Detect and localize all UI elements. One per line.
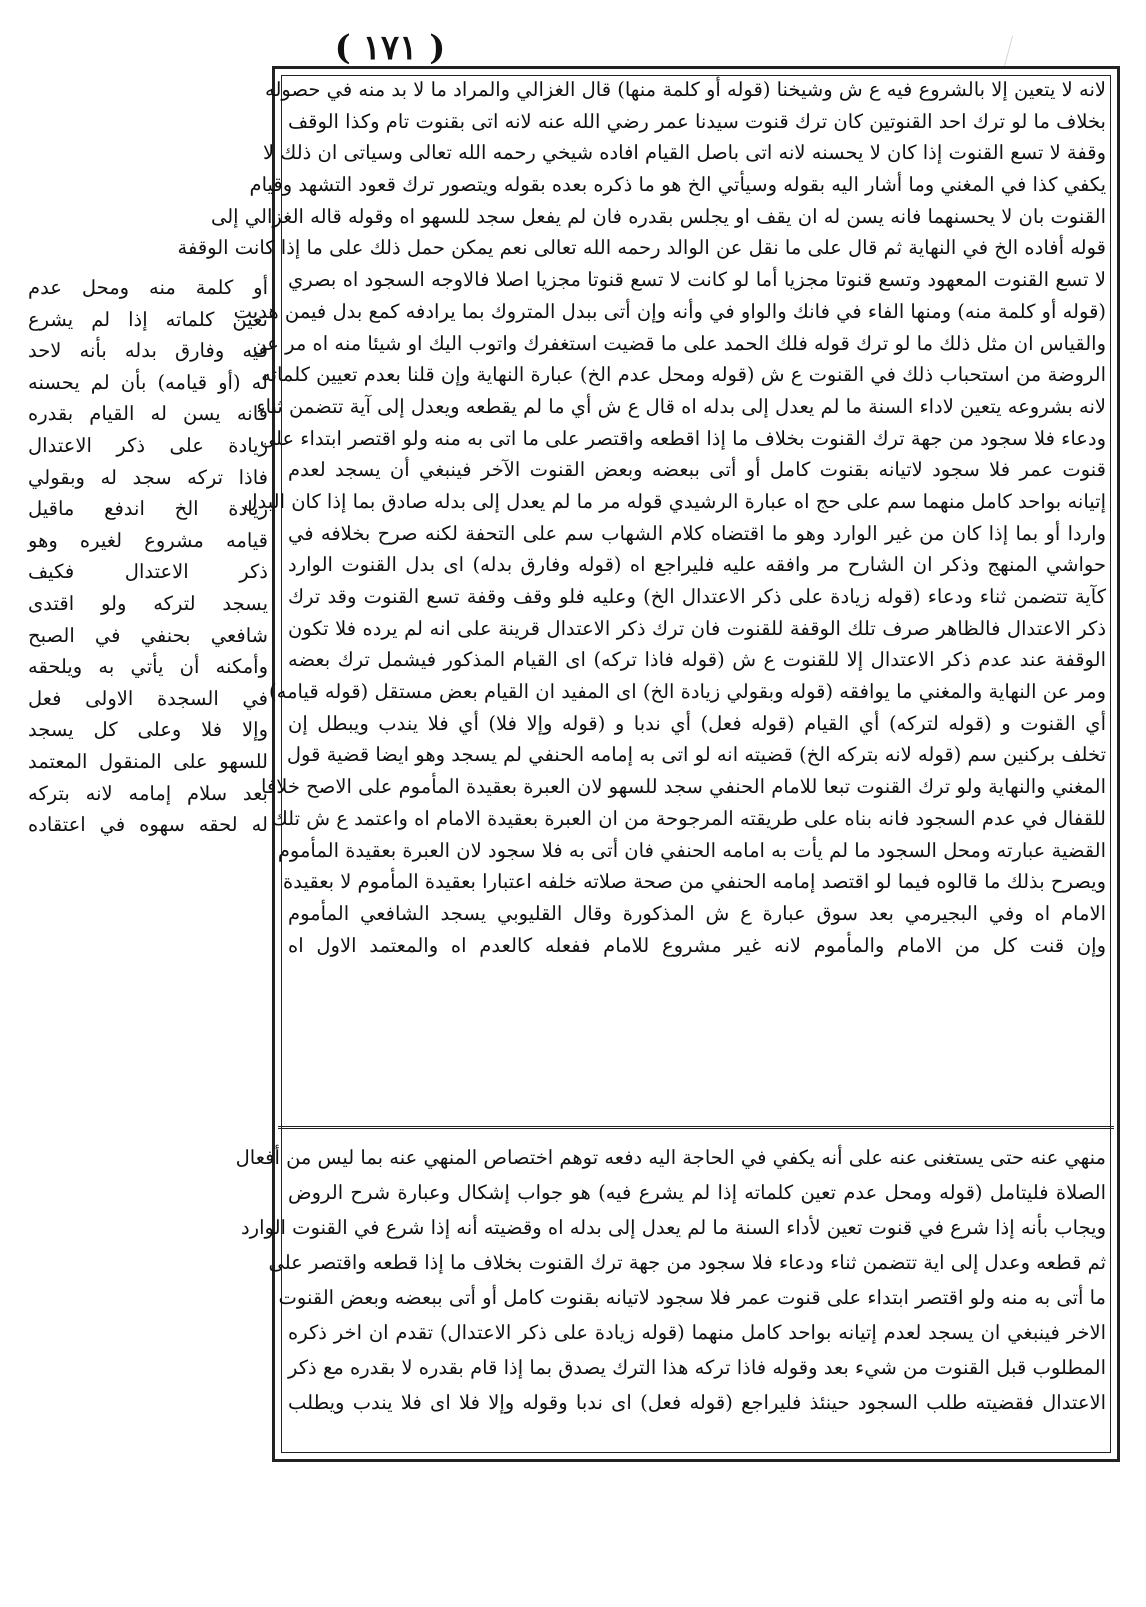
main-text-line: ودعاء فلا سجود من جهة ترك القنوت بخلاف ما إذا اقطعه واقتصر على ما اتى به منه ولو اقتصر ابتداء على bbox=[259, 426, 1106, 450]
footnote-commentary bbox=[235, 1140, 1106, 1458]
corner-mark bbox=[1004, 36, 1033, 66]
footnote-text-line: منهي عنه حتى يستغنى عنه على أنه يكفي في الحاجة اليه دفعه توهم اختصاص المنهي عنه بما ليس من أفعال bbox=[235, 1146, 1106, 1169]
margin-text-line: زيادة على ذكر الاعتدال bbox=[28, 433, 268, 457]
margin-text-line: فاذا تركه سجد له وبقولي bbox=[28, 465, 268, 489]
margin-text-line: زيادة الخ اندفع ماقيل bbox=[28, 497, 268, 521]
margin-text-line: يسجد لتركه ولو اقتدى bbox=[28, 591, 268, 615]
main-text-line: (قوله أو كلمة منه) ومنها الفاء في فانك والواو في وأنه وإن أتى ببدل المتروك بما يرادفه كمع بدل فيمن هديت bbox=[233, 299, 1106, 323]
main-text-line: والقياس ان مثل ذلك ما لو ترك قوله فلك الحمد على ما قضيت استغفرك واتوب اليك او شيئا منه اه مر عن bbox=[252, 331, 1106, 355]
main-text-line: قنوت عمر فلا سجود لاتيانه بقنوت كامل أو أتى ببعضه وبعض القنوت الآخر فينبغي أن يسجد لعدم bbox=[288, 458, 1106, 482]
main-text-line: وقفة لا تسع القنوت إذا كان لا يحسنه لانه اتى باصل القيام افاده شيخي رحمه الله تعالى وسياتى ان ذلك لا bbox=[262, 141, 1106, 165]
main-text-line: ذكر الاعتدال فالظاهر صرف تلك الوقفة للقنوت فان ترك ذكر الاعتدال قرينة على انه لم يرده فلا تكون bbox=[288, 616, 1106, 640]
page-number: ( ١٧١ ) bbox=[334, 28, 446, 68]
margin-text-line: للسهو على المنقول المعتمد bbox=[28, 749, 268, 773]
margin-text-line: بعد سلام إمامه لانه بتركه bbox=[28, 781, 268, 805]
footnote-text-line: الاعتدال فقضيته طلب السجود حينئذ فليراجع (قوله فعل) اى ندبا وقوله وإلا فلا اى فلا يندب ويطلب bbox=[288, 1391, 1106, 1414]
main-text-line: القنوت بان لا يحسنهما فانه يسن له ان يقف او يجلس بقدره فان لم يفعل سجد للسهو اه وقوله قاله الغزالي إلى bbox=[210, 204, 1106, 228]
margin-text-line: وإلا فلا وعلى كل يسجد bbox=[28, 718, 268, 742]
main-text-line: لا تسع القنوت المعهود وتسع قنوتا مجزيا أما لو كانت لا تسع قنوتا مجزيا اصلا فالاوجه السجود اه بصري bbox=[288, 268, 1106, 292]
margin-text-line: وأمكنه أن يأتي به ويلحقه bbox=[28, 655, 268, 679]
margin-text-line: له لحقه سهوه في اعتقاده bbox=[28, 813, 268, 837]
footnote-text-line: ويجاب بأنه إذا شرع في قنوت تعين لأداء السنة ما لم يعدل إلى بدله اه وقضيته أنه إذا شرع في القنوت الوارد bbox=[241, 1216, 1106, 1239]
margin-matn bbox=[28, 272, 268, 1102]
main-text-line: الروضة من استحباب ذلك في القنوت ع ش (قوله ومحل عدم الخ) عبارة النهاية وإن قلنا بعدم تعيين كلماته bbox=[261, 363, 1106, 387]
main-text-line: الوقفة عند عدم ذكر الاعتدال إلا للقنوت ع ش (قوله فاذا تركه) اى القيام المذكور فيشمل ترك بعضه bbox=[288, 648, 1106, 672]
main-text-line: وإن قنت كل من الامام والمأموم لانه غير مشروع للامام ففعله كالعدم اه والمعتمد الاول اه bbox=[288, 933, 1106, 957]
footnote-text-line: الاخر فينبغي ان يسجد لعدم إتيانه بواحد كامل منهما (قوله زيادة على ذكر الاعتدال) تقدم ان اخر ذكره bbox=[288, 1321, 1106, 1344]
margin-text-line: ذكر الاعتدال فكيف bbox=[28, 560, 268, 584]
main-text-line: لانه بشروعه يتعين لاداء السنة ما لم يعدل إلى بدله اه قال ع ش أي ما لم يقطعه ويعدل إلى آية تتضمن ثناء bbox=[256, 394, 1106, 418]
main-text-line: كآية تتضمن ثناء ودعاء (قوله زيادة على ذكر الاعتدال الخ) وعليه فلو وقف وقفة تسع القنوت وقد ترك bbox=[288, 585, 1107, 608]
margin-text-line: تعين كلماته إذا لم يشرع bbox=[28, 307, 268, 331]
margin-text-line: أو كلمة منه ومحل عدم bbox=[28, 276, 268, 299]
main-text-line: للقفال في عدم السجود فانه بناه على طريقته المرجوحة من ان العبرة بعقيدة الامام اه واعتمد ع ش تلك bbox=[271, 806, 1106, 830]
footnote-text-line: ثم قطعه وعدل إلى اية تتضمن ثناء ودعاء فلا سجود من جهة ترك القنوت بخلاف ما إذا قطعه واقتصر على bbox=[268, 1251, 1106, 1274]
main-text-line: المغني والنهاية ولو ترك القنوت تبعا للامام الحنفي سجد للسهو لان العبرة بعقيدة المأموم على الاصح خلافا bbox=[261, 775, 1106, 799]
margin-text-line: له (أو قيامه) بأن لم يحسنه bbox=[28, 370, 268, 394]
margin-text-line: فانه يسن له القيام بقدره bbox=[28, 402, 268, 426]
main-text-line: القضية عبارته ومحل السجود ما لم يأت به امامه الحنفي فان أتى به فلا سجود لان العبرة بعقيدة المأموم bbox=[277, 838, 1106, 862]
main-text-line: ومر عن النهاية والمغني ما يوافقه (قوله وبقولي زيادة الخ) اى المفيد ان القيام بعض مستقل (قوله قيامه) bbox=[269, 680, 1106, 704]
main-text-line: تخلف بركنين سم (قوله لانه بتركه الخ) قضيته انه لو اتى به إمامه الحنفي لم يسجد وهو ايضا قضية قول bbox=[286, 743, 1106, 767]
footnote-text-line: ما أتى به منه ولو اقتصر ابتداء على قنوت عمر فلا سجود لاتيانه بقنوت كامل أو أتى ببعضه وبعض القنوت bbox=[278, 1286, 1106, 1309]
main-text-line: حواشي المنهج وذكر ان الشارح مر وافقه عليه فليراجع اه (قوله وفارق بدله) اى بدل القنوت الوارد bbox=[288, 553, 1106, 577]
footnote-text-line: الصلاة فليتامل (قوله ومحل عدم تعين كلماته إذا لم يشرع فيه) هو جواب إشكال وعبارة شرح الروض bbox=[288, 1181, 1106, 1204]
main-text-line: لانه لا يتعين إلا بالشروع فيه ع ش وشيخنا (قوله أو كلمة منها) قال الغزالي والمراد ما لا بد منه في حصوله bbox=[265, 78, 1106, 101]
main-text-line: أي القنوت و (قوله لتركه) أي القيام (قوله فعل) أي ندبا و (قوله وإلا فلا) أي فلا يندب ويبطل إن bbox=[288, 711, 1106, 735]
footnote-text-line: المطلوب قبل القنوت من شيء بعد وقوله فاذا تركه هذا الترك يصدق بما إذا قام بقدره لا بقدره مع ذكر bbox=[288, 1356, 1106, 1379]
main-text-line: ويصرح بذلك ما قالوه فيما لو اقتصد إمامه الحنفي من صحة صلاته خلفه اعتبارا بعقيدة المأموم لا بعقيدة bbox=[283, 870, 1106, 894]
main-text-line: واردا أو بما إذا كان من غير الوارد وهو ما اقتضاه كلام الشهاب سم على التحفة لكنه صرح بخلافه في bbox=[288, 521, 1106, 545]
margin-text-line: فيه وفارق بدله بأنه لاحد bbox=[28, 339, 268, 363]
frame-separator bbox=[278, 1126, 1114, 1129]
margin-text-line: في السجدة الاولى فعل bbox=[28, 686, 268, 710]
main-commentary bbox=[177, 74, 1107, 1122]
margin-text-line: شافعي بحنفي في الصبح bbox=[28, 623, 268, 647]
main-text-line: بخلاف ما لو ترك احد القنوتين كان ترك قنوت سيدنا عمر رضي الله عنه لانه اتى بقنوت تام وكذا الوقف bbox=[288, 109, 1106, 133]
main-text-line: الامام اه وفي البجيرمي بعد سوق عبارة ع ش المذكورة وقال القليوبي يسجد الشافعي المأموم bbox=[288, 901, 1106, 925]
main-text-line: إتيانه بواحد كامل منهما سم على حج اه عبارة الرشيدي قوله مر ما لم يعدل إلى بدله صادق بما إذا كان البدل bbox=[243, 489, 1106, 513]
main-text-line: قوله أفاده الخ في النهاية ثم قال على ما نقل عن الوالد رحمه الله تعالى نعم يمكن حمل ذلك على ما إذا كانت الوقفة bbox=[177, 236, 1106, 260]
main-text-line: يكفي كذا في المغني وما أشار اليه بقوله وسيأتي الخ هو ما ذكره بعده بقوله ويتصور ترك قعود التشهد وقيام bbox=[249, 173, 1106, 197]
margin-text-line: قيامه مشروع لغيره وهو bbox=[28, 528, 268, 552]
